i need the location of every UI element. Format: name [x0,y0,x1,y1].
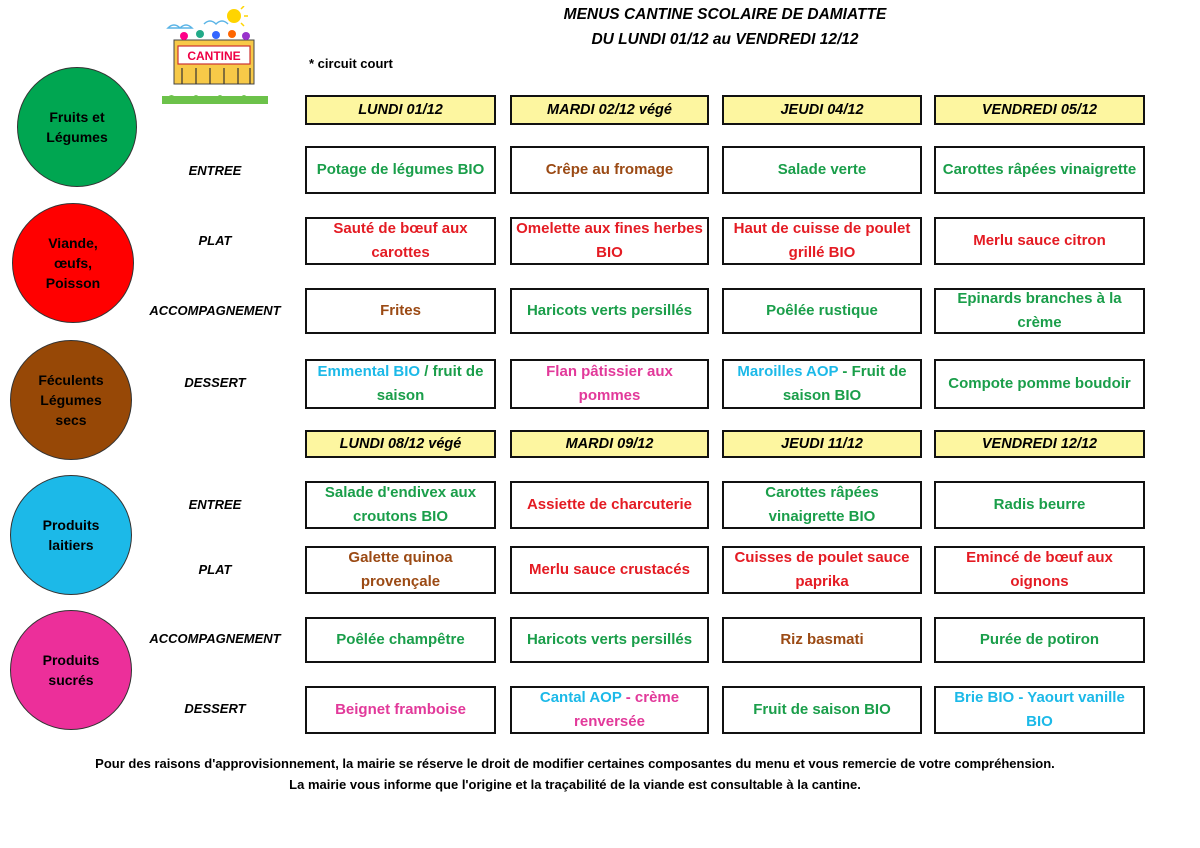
dessert-sep: - [838,363,852,380]
row-label-accompagnement: ACCOMPAGNEMENT [149,303,281,318]
dessert-part: crème renversée [574,689,680,730]
dessert-part: Maroilles AOP [737,363,839,380]
day-header: JEUDI 11/12 [722,430,922,458]
row-label-plat: PLAT [198,562,232,577]
menu-cell-entree: Salade verte [722,146,922,194]
dessert-sep: - [621,689,635,706]
menu-cell-plat: Emincé de bœuf aux oignons [934,546,1145,594]
menu-cell-plat: Galette quinoa provençale [305,546,496,594]
menu-cell-dessert: Fruit de saison BIO [722,686,922,734]
footer-traceability: La mairie vous informe que l'origine et la traçabilité de la viande est consultable à la cantine. [289,777,861,792]
menu-cell-accompagnement: Frites [305,288,496,334]
row-label-entree: ENTREE [188,497,242,512]
menu-cell-accompagnement: Epinards branches à la crème [934,288,1145,334]
legend-feculents [10,340,132,460]
menu-cell-entree: Potage de légumes BIO [305,146,496,194]
menu-cell-plat: Merlu sauce citron [934,217,1145,265]
legend-produits-sucres [10,610,132,730]
menu-cell-plat: Haut de cuisse de poulet grillé BIO [722,217,922,265]
menu-cell-accompagnement: Haricots verts persillés [510,288,709,334]
menu-cell-accompagnement: Poêlée champêtre [305,617,496,663]
menu-cell-entree: Crêpe au fromage [510,146,709,194]
legend-label: Produits sucrés [42,652,100,688]
day-header: MARDI 09/12 [510,430,709,458]
dessert-part: Brie BIO [954,689,1015,706]
menu-cell-accompagnement: Haricots verts persillés [510,617,709,663]
menu-cell-entree: Carottes râpées vinaigrette [934,146,1145,194]
menu-cell-dessert [722,359,922,409]
legend-label: Féculents Légumes secs [38,372,104,428]
dessert-sep: - [1014,689,1028,706]
menu-cell-dessert: Flan pâtissier aux pommes [510,359,709,409]
legend-label: Produits laitiers [42,517,100,553]
legend-fruits-legumes [17,67,137,187]
menu-cell-entree: Carottes râpées vinaigrette BIO [722,481,922,529]
dessert-sep: / [420,363,433,380]
legend-label: Fruits et Légumes [46,109,108,145]
legend-produits-laitiers [10,475,132,595]
circuit-court-note: * circuit court [309,56,393,71]
footer-notice: Pour des raisons d'approvisionnement, la mairie se réserve le droit de modifier certaines composantes du menu et vous remercie de votre compréhension. [95,756,1055,771]
menu-cell-entree: Salade d'endivex aux croutons BIO [305,481,496,529]
menu-cell-plat: Omelette aux fines herbes BIO [510,217,709,265]
menu-cell-plat: Sauté de bœuf aux carottes [305,217,496,265]
menu-cell-entree: Radis beurre [934,481,1145,529]
menu-cell-accompagnement: Riz basmati [722,617,922,663]
menu-cell-accompagnement: Poêlée rustique [722,288,922,334]
row-label-plat: PLAT [198,233,232,248]
menu-cell-dessert [934,686,1145,734]
menu-cell-plat: Merlu sauce crustacés [510,546,709,594]
dessert-part: fruit de saison [376,363,484,404]
dessert-part: Emmental BIO [317,363,421,380]
day-header: LUNDI 08/12 végé [305,430,496,458]
day-header: MARDI 02/12 végé [510,95,709,125]
logo-text: CANTINE [187,49,241,63]
menu-cell-dessert: Beignet framboise [305,686,496,734]
menu-cell-dessert [510,686,709,734]
row-label-entree: ENTREE [188,163,242,178]
menu-cell-plat: Cuisses de poulet sauce paprika [722,546,922,594]
row-label-accompagnement: ACCOMPAGNEMENT [149,631,281,646]
dessert-part: Cantal AOP [539,689,622,706]
dessert-part: Fruit de saison BIO [782,363,907,404]
menu-period: DU LUNDI 01/12 au VENDREDI 12/12 [591,31,859,48]
row-label-dessert: DESSERT [184,375,246,390]
day-header: VENDREDI 05/12 [934,95,1145,125]
cantine-logo [160,6,272,106]
menu-cell-accompagnement: Purée de potiron [934,617,1145,663]
menu-cell-entree: Assiette de charcuterie [510,481,709,529]
dessert-part: Yaourt vanille BIO [1026,689,1125,730]
menu-title: MENUS CANTINE SCOLAIRE DE DAMIATTE [563,6,887,23]
legend-viande-oeufs-poisson [12,203,134,323]
menu-cell-dessert [305,359,496,409]
legend-label: Viande, œufs, Poisson [45,235,101,291]
day-header: LUNDI 01/12 [305,95,496,125]
menu-cell-dessert: Compote pomme boudoir [934,359,1145,409]
day-header: JEUDI 04/12 [722,95,922,125]
day-header: VENDREDI 12/12 [934,430,1145,458]
row-label-dessert: DESSERT [184,701,246,716]
